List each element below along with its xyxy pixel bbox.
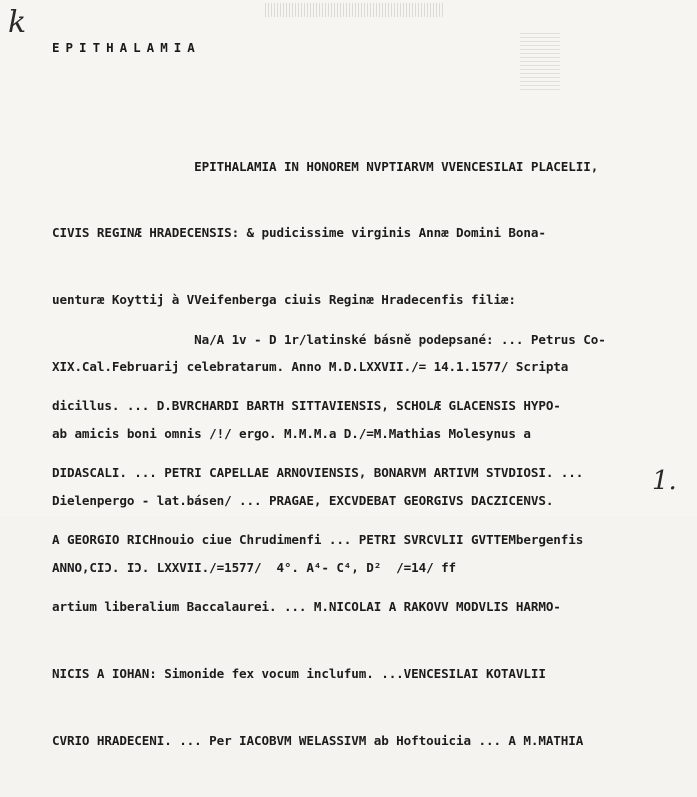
contents-note (52, 284, 682, 797)
card-heading: EPITHALAMIA (52, 40, 201, 55)
text-line: ab amicis boni omnis /!/ ergo. M.M.M.a D./=M.Mathias Molesynus a (52, 426, 531, 442)
text-line: DIDASCALI. ... PETRI CAPELLAE ARNOVIENSIS, BONARVM ARTIVM STVDIOSI. ... (52, 465, 584, 481)
text-line: A GEORGIO RICHnouio ciue Chrudimenfi ... PETRI SVRCVLII GVTTEMbergenfis (52, 532, 584, 548)
scan-artifact (520, 30, 560, 90)
scan-artifact (265, 3, 445, 17)
text-line: EPITHALAMIA IN HONOREM NVPTIARVM VVENCESILAI PLACELII, (52, 158, 599, 174)
text-line: CIVIS REGINÆ HRADECENSIS: & pudicissime virginis Annæ Domini Bona- (52, 225, 546, 241)
text-line: dicillus. ... D.BVRCHARDI BARTH SITTAVIENSIS, SCHOLÆ GLACENSIS HYPO- (52, 398, 561, 414)
text-line: uenturæ Koyttij à VVeifenberga ciuis Reginæ Hradecenfis filiæ: (52, 292, 516, 308)
text-line: Na/A 1v - D 1r/latinské básně podepsané: ... Petrus Co- (52, 331, 606, 347)
text-line: ANNO,CIƆ. IƆ. LXXVII./=1577/ 4°. A⁴- C⁴, D² /=14/ ff (52, 559, 457, 575)
handwritten-mark: k (8, 5, 27, 40)
text-line: artium liberalium Baccalaurei. ... M.NICOLAI A RAKOVV MODVLIS HARMO- (52, 599, 561, 615)
text-line: XIX.Cal.Februarij celebratarum. Anno M.D.LXXVII./= 14.1.1577/ Scripta (52, 359, 569, 375)
text-line: Dielenpergo - lat.básen/ ... PRAGAE, EXCVDEBAT GEORGIVS DACZICENVS. (52, 493, 554, 509)
page-number: 1. (652, 466, 677, 496)
text-line: NICIS A IOHAN: Simonide fex vocum inclufum. ...VENCESILAI KOTAVLII (52, 666, 546, 682)
text-line: CVRIO HRADECENI. ... Per IACOBVM WELASSIVM ab Hoftouicia ... A M.MATHIA (52, 732, 584, 748)
